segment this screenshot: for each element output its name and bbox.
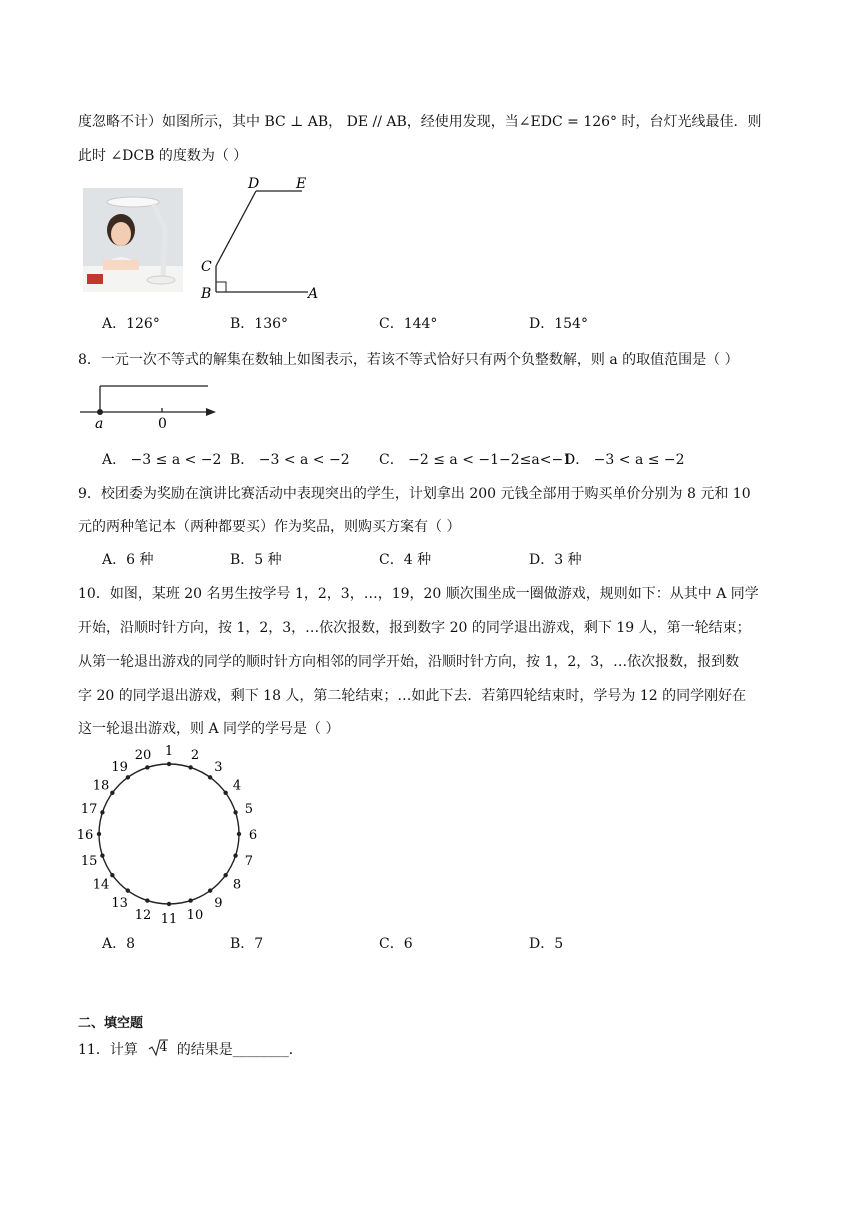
seat-number: 15 [80,853,98,869]
q7-line-1: 度忽略不计）如图所示，其中 BC ⊥ AB， DE // AB，经使用发现，当∠EDC = 126° 时，台灯光线最佳．则 [78,114,762,130]
seat-dot [126,775,130,779]
seat-number: 2 [190,748,200,764]
q10-line-5: 这一轮退出游戏，则 A 同学的学号是（ ） [78,721,340,737]
seat-number: 8 [232,877,242,893]
q9-option-a[interactable]: A．6 种 [102,552,154,568]
q9-line-2: 元的两种笔记本（两种都要买）作为奖品，则购买方案有（ ） [78,519,461,535]
label-c: C [201,259,212,275]
label-b: B [201,286,212,302]
q10-option-a[interactable]: A．8 [102,936,136,952]
q10-seating-circle [70,740,270,930]
seat-number: 13 [111,895,128,911]
q8-number-line [78,378,218,432]
seat-number: 20 [134,748,152,764]
axis-label-zero: 0 [158,416,167,432]
q11-prefix: 11．计算 [78,1042,138,1058]
seat-dot [167,762,171,766]
seat-dot [110,873,114,877]
seat-number: 12 [134,907,152,923]
q8-option-b[interactable]: B． −3 < a < −2 [230,452,350,468]
q7-option-a[interactable]: A．126° [102,316,160,332]
q10-line-3: 从第一轮退出游戏的同学的顺时针方向相邻的同学开始，沿顺时针方向，按 1，2，3，…依次报数，报到数 [78,654,740,670]
seat-number: 6 [248,828,258,843]
seat-number: 5 [244,802,254,818]
seat-dot [110,791,114,795]
q7-line-2: 此时 ∠DCB 的度数为（ ） [78,148,248,164]
q9-option-b[interactable]: B．5 种 [230,552,282,568]
q10-option-d[interactable]: D．5 [529,936,564,952]
q8-stem: 8．一元一次不等式的解集在数轴上如图表示，若该不等式恰好只有两个负整数解，则 a 的取值范围是（ ） [78,352,739,368]
q9-option-c[interactable]: C．4 种 [379,552,432,568]
q8-option-d[interactable]: D． −3 < a ≤ −2 [564,452,685,468]
desk-lamp-photo [83,188,183,292]
seat-number: 1 [164,744,174,759]
q9-option-d[interactable]: D．3 种 [529,552,582,568]
label-d: D [248,176,260,192]
seat-number: 3 [214,760,223,776]
seat-number: 17 [80,802,98,818]
seat-number: 19 [111,760,128,776]
seat-number: 4 [232,778,242,794]
section-heading: 二、填空题 [78,1016,144,1031]
q10-line-1: 10．如图，某班 20 名男生按学号 1，2，3，…，19，20 顺次围坐成一圈做游戏，规则如下：从其中 A 同学 [78,586,759,602]
q10-line-4: 字 20 的同学退出游戏，剩下 18 人，第二轮结束；…如此下去．若第四轮结束时，学号为 12 的同学刚好在 [78,688,747,704]
seat-dot [223,791,227,795]
seat-dot [233,853,237,857]
seat-dot [145,898,149,902]
q11-suffix: 的结果是________． [176,1042,303,1058]
label-a: A [308,286,319,302]
seat-dot [100,810,104,814]
q7-geometry-figure [198,172,328,302]
q7-option-c[interactable]: C．144° [379,316,438,332]
seat-dot [188,898,192,902]
q8-option-a[interactable]: A． −3 ≤ a < −2 [102,452,222,468]
seat-dot [233,810,237,814]
seat-dot [208,775,212,779]
sqrt-expression [148,1038,168,1060]
seat-number: 16 [76,828,94,843]
seat-dot [208,888,212,892]
q8-option-c[interactable]: C． −2 ≤ a < −1−2≤a<−1 [379,452,573,468]
axis-label-a: a [95,416,104,432]
q11-line [78,1038,303,1060]
seat-dot [167,902,171,906]
seat-dot [237,832,241,836]
seat-dot [223,873,227,877]
q10-line-2: 开始，沿顺时针方向，按 1，2，3，…依次报数，报到数字 20 的同学退出游戏，剩下 19 人，第一轮结束； [78,620,751,636]
seat-dot [100,853,104,857]
seat-number: 11 [160,912,178,927]
seat-number: 10 [186,907,204,923]
seat-dot [188,765,192,769]
seat-number: 14 [92,877,110,893]
seat-dot [126,888,130,892]
seat-number: 18 [92,778,110,794]
label-e: E [296,176,307,192]
q10-option-c[interactable]: C．6 [379,936,413,952]
q9-line-1: 9．校团委为奖励在演讲比赛活动中表现突出的学生，计划拿出 200 元钱全部用于购买单价分别为 8 元和 10 [78,486,751,502]
seat-dot [145,765,149,769]
sqrt-radicand: 4 [159,1040,168,1055]
q7-option-b[interactable]: B．136° [230,316,289,332]
seat-dot [97,832,101,836]
seat-number: 7 [244,853,254,869]
q10-option-b[interactable]: B．7 [230,936,264,952]
seat-number: 9 [214,895,223,911]
q7-option-d[interactable]: D．154° [529,316,588,332]
